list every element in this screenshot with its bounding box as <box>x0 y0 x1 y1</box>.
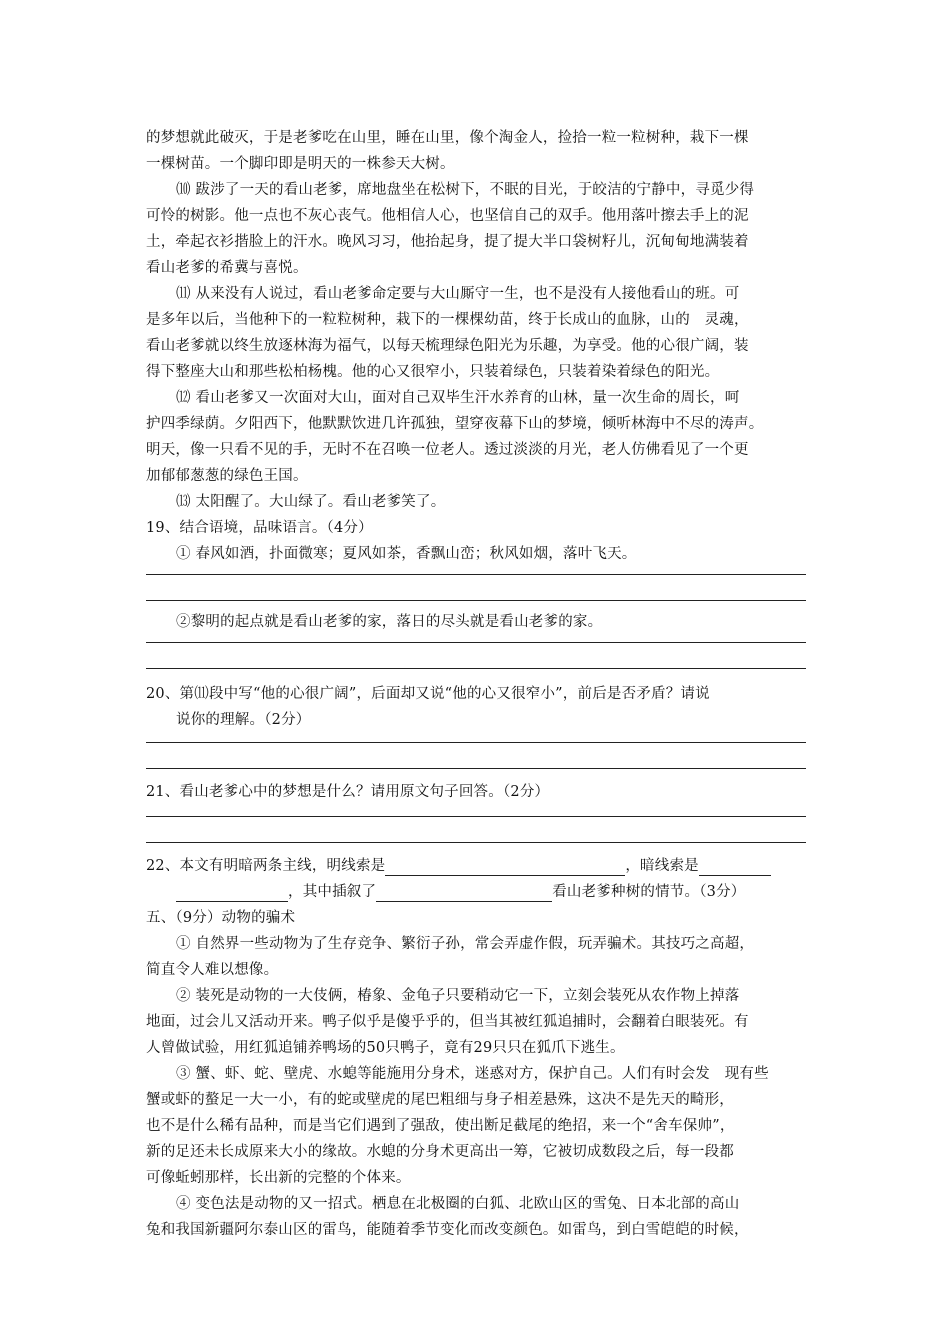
question-19-stem: 19、结合语境，品味语言。（4分） <box>146 520 373 536</box>
passage-p9-line: 一棵树苗。一个脚印即是明天的一株参天大树。 <box>146 156 455 172</box>
question-19-item-2: ②黎明的起点就是看山老爹的家，落日的尽头就是看山老爹的家。 <box>176 614 603 630</box>
section5-p1-line: 简直令人难以想像。 <box>146 962 279 978</box>
question-22-line <box>146 856 816 876</box>
passage-p10-line: 土，牵起衣衫揩脸上的汗水。晚风习习，他抬起身，提了提大半口袋树籽儿，沉甸甸地满装着 <box>146 234 749 250</box>
question-22-part3: ，其中插叙了 <box>288 884 377 900</box>
passage-p11-line: 得下整座大山和那些松柏杨槐。他的心又很窄小，只装着绿色，只装着染着绿色的阳光。 <box>146 364 720 380</box>
question-20-line: 说你的理解。（2分） <box>176 712 311 728</box>
passage-p9-line: 的梦想就此破灭，于是老爹吃在山里，睡在山里，像个淘金人，捡拾一粒一粒树种，栽下一棵 <box>146 130 749 146</box>
passage-p12-line: 护四季绿荫。夕阳西下，他默默饮进几许孤独，望穿夜幕下山的梦境，倾听林海中不尽的涛声。 <box>146 416 764 432</box>
question-22-line <box>176 882 816 902</box>
passage-p10-line: ⑽ 跋涉了一天的看山老爹，席地盘坐在松树下，不眠的目光，于皎洁的宁静中，寻觅少得 <box>176 182 755 198</box>
section5-p1-line: ① 自然界一些动物为了生存竞争、繁衍子孙，常会弄虚作假，玩弄骗术。其技巧之高超， <box>176 936 755 952</box>
answer-line[interactable] <box>146 842 806 843</box>
section5-p3-line: ③ 蟹、虾、蛇、壁虎、水螅等能施用分身术，迷惑对方，保护自己。人们有时会发 现有些 <box>176 1066 769 1082</box>
answer-line[interactable] <box>146 742 806 743</box>
section5-p4-line: 兔和我国新疆阿尔泰山区的雷鸟，能随着季节变化而改变颜色。如雷鸟，到白雪皑皑的时候， <box>146 1222 749 1238</box>
section5-p3-line: 可像蚯蚓那样，长出新的完整的个体来。 <box>146 1170 411 1186</box>
answer-line[interactable] <box>146 600 806 601</box>
passage-p11-line: ⑾ 从来没有人说过，看山老爹命定要与大山厮守一生，也不是没有人接他看山的班。可 <box>176 286 740 302</box>
section5-p3-line: 也不是什么稀有品种，而是当它们遇到了强敌，使出断足截尾的绝招，来一个“舍车保帅”， <box>146 1118 735 1134</box>
answer-line[interactable] <box>146 768 806 769</box>
section5-p3-line: 蟹或虾的螯足一大一小，有的蛇或壁虎的尾巴粗细与身子相差悬殊，这决不是先天的畸形， <box>146 1092 734 1108</box>
section-heading: 五、（9分）动物的骗术 <box>146 910 296 926</box>
passage-p10-line: 可怜的树影。他一点也不灰心丧气。他相信人心，也坚信自己的双手。他用落叶擦去手上的泥 <box>146 208 749 224</box>
answer-line[interactable] <box>146 816 806 817</box>
section5-p2-line: ② 装死是动物的一大伎俩，椿象、金龟子只要稍动它一下，立刻会装死从农作物上掉落 <box>176 988 740 1004</box>
section5-p3-line: 新的足还未长成原来大小的缘故。水螅的分身术更高出一筹，它被切成数段之后，每一段都 <box>146 1144 734 1160</box>
answer-line[interactable] <box>146 668 806 669</box>
question-19-item-1: ① 春风如酒，扑面微寒；夏风如茶，香飘山峦；秋风如烟，落叶飞天。 <box>176 546 637 562</box>
blank-field[interactable] <box>385 859 625 876</box>
section5-p2-line: 地面，过会儿又活动开来。鸭子似乎是傻乎乎的，但当其被红狐追捕时，会翻着白眼装死。有 <box>146 1014 749 1030</box>
section5-p4-line: ④ 变色法是动物的又一招式。栖息在北极圈的白狐、北欧山区的雪兔、日本北部的高山 <box>176 1196 740 1212</box>
passage-p13-line: ⒀ 太阳醒了。大山绿了。看山老爹笑了。 <box>176 494 446 510</box>
answer-line[interactable] <box>146 642 806 643</box>
passage-p11-line: 是多年以后，当他种下的一粒粒树种，栽下的一棵棵幼苗，终于长成山的血脉，山的 灵魂， <box>146 312 749 328</box>
passage-p12-line: 加郁郁葱葱的绿色王国。 <box>146 468 308 484</box>
section5-p2-line: 人曾做试验，用红狐追铺养鸭场的50只鸭子，竟有29只只在狐爪下逃生。 <box>146 1040 625 1056</box>
question-20-line: 20、第⑾段中写“他的心很广阔”，后面却又说“他的心又很窄小”，前后是否矛盾？请说 <box>146 686 710 702</box>
passage-p12-line: ⑿ 看山老爹又一次面对大山，面对自己双毕生汗水养育的山林，量一次生命的周长，呵 <box>176 390 740 406</box>
passage-p12-line: 明天，像一只看不见的手，无时不在召唤一位老人。透过淡淡的月光，老人仿佛看见了一个更 <box>146 442 749 458</box>
question-22-part2: ，暗线索是 <box>625 858 699 874</box>
blank-field[interactable] <box>176 885 288 902</box>
blank-field[interactable] <box>376 885 552 902</box>
blank-field[interactable] <box>699 859 771 876</box>
question-22-part4: 看山老爹种树的情节。（3分） <box>552 884 746 900</box>
passage-p10-line: 看山老爹的希冀与喜悦。 <box>146 260 308 276</box>
question-22-part1: 22、本文有明暗两条主线，明线索是 <box>146 858 386 874</box>
question-21-stem: 21、看山老爹心中的梦想是什么？请用原文句子回答。（2分） <box>146 784 550 800</box>
passage-p11-line: 看山老爹就以终生放逐林海为福气，以每天梳理绿色阳光为乐趣，为享受。他的心很广阔，装 <box>146 338 749 354</box>
answer-line[interactable] <box>146 574 806 575</box>
